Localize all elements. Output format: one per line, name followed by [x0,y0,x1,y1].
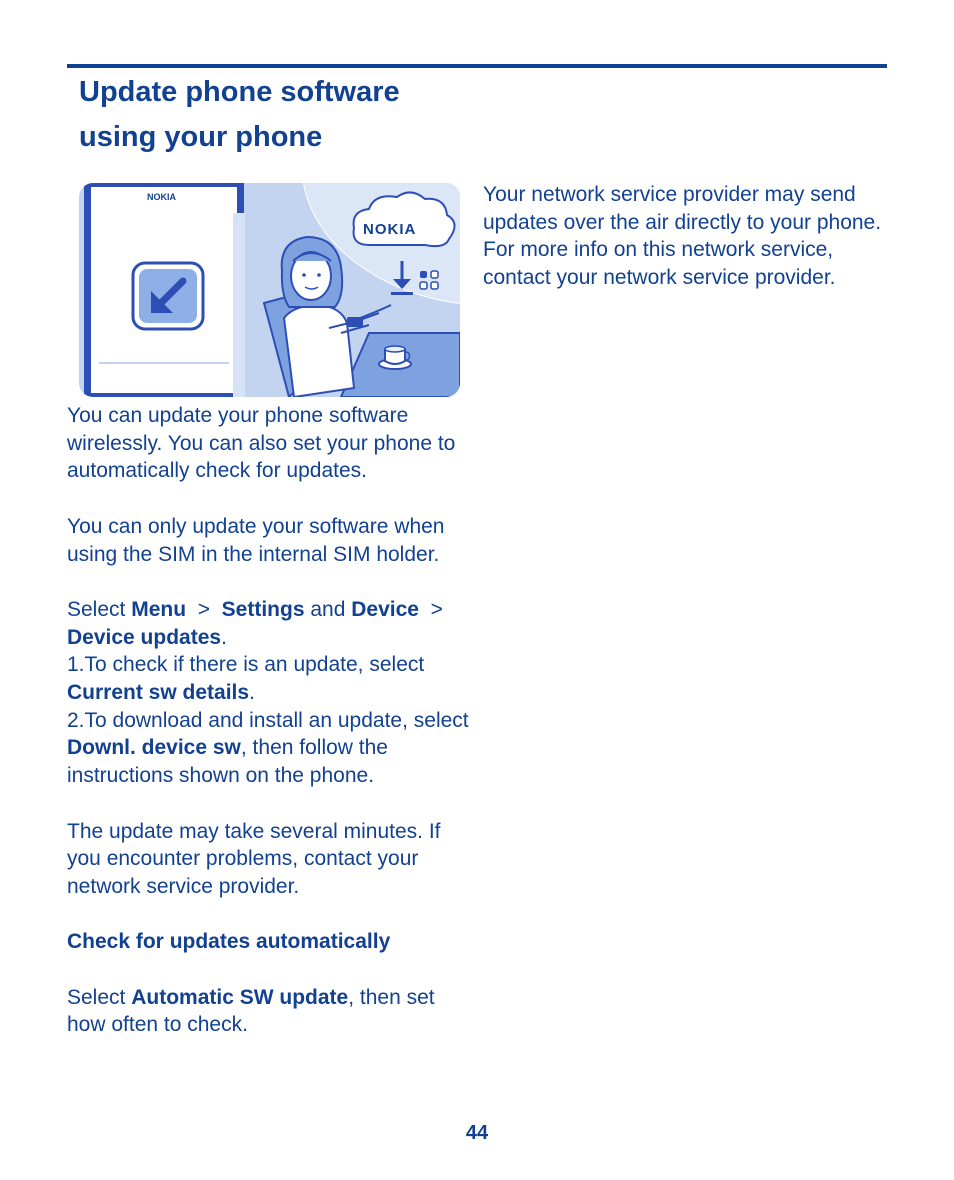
page-number: 44 [465,1122,489,1144]
page-title-line-1: Update phone software [79,76,400,108]
step-end: . [249,681,255,704]
and-word: and [310,597,346,621]
sim-paragraph: You can only update your software when using the SIM in the internal SIM holder. [67,514,445,566]
settings-label: Settings [221,597,305,621]
step-1 [67,651,477,706]
phone-brand-label: NOKIA [147,192,176,202]
step-number: 1. [67,653,85,677]
step-2 [67,707,477,790]
separator: > [430,597,443,621]
select-word: Select [67,597,126,621]
page-title-line-2: using your phone [79,121,323,153]
device-label: Device [351,597,419,621]
downl-device-sw-label: Downl. device sw [67,736,241,760]
step-number: 2. [67,708,85,732]
step-text: To check if there is an update, select [84,653,425,677]
cloud-brand-label: NOKIA [363,221,417,238]
update-time-paragraph: The update may take several minutes. If you encounter problems, contact your network service provider. [67,819,441,898]
automatic-sw-update-label: Automatic SW update [131,985,349,1009]
separator: > [197,597,210,621]
current-sw-details-label: Current sw details [67,681,250,704]
paragraph-end: , then set how often to check. [67,985,435,1037]
device-updates-label: Device updates [67,625,222,649]
select-word: Select [67,985,126,1009]
period: . [221,625,227,649]
update-illustration [79,183,460,397]
left-column [67,402,477,1039]
right-column [483,181,893,292]
auto-update-paragraph [67,984,477,1039]
intro-paragraph: You can update your phone software wirelessly. You can also set your phone to automatically check for updates. [67,404,456,483]
page-title [79,70,499,160]
top-rule [67,64,887,68]
menu-path-paragraph [67,596,477,651]
menu-label: Menu [131,597,187,621]
section-subheading: Check for updates automatically [67,930,391,954]
step-end: , then follow the instructions shown on the phone. [67,736,388,788]
network-provider-paragraph: Your network service provider may send updates over the air directly to your phone. For more info on this network service, contact your network service provider. [483,183,882,290]
step-text: To download and install an update, select [84,708,469,732]
